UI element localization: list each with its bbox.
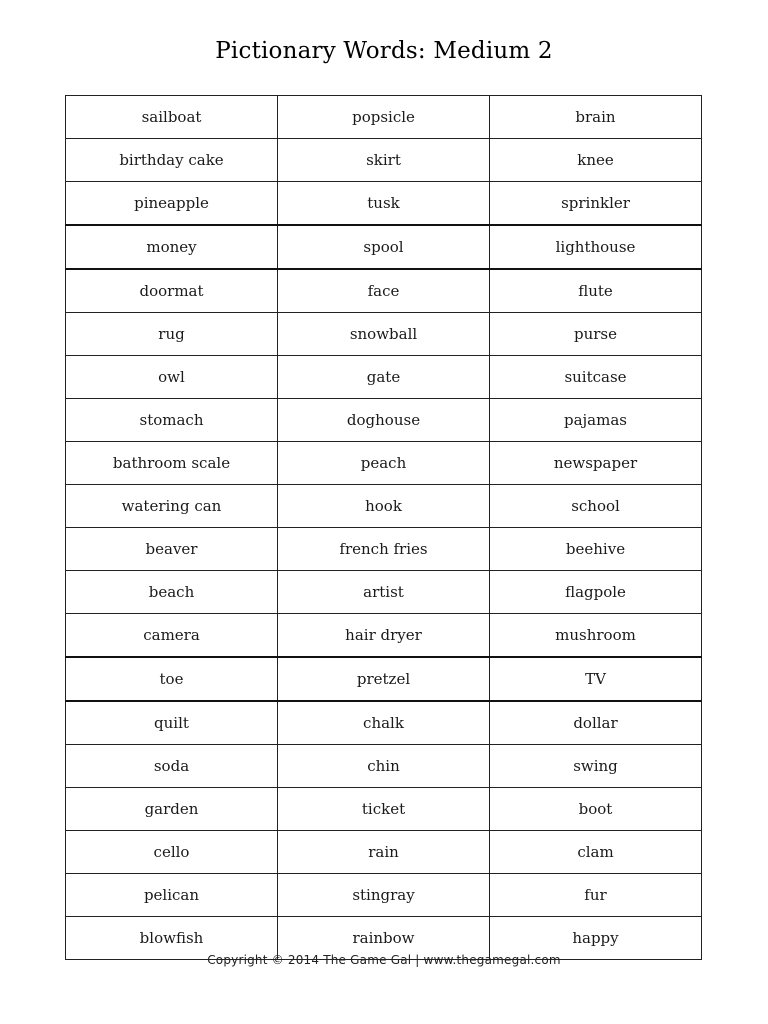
word-cell: clam: [490, 831, 702, 874]
word-cell: owl: [66, 356, 278, 399]
word-cell: artist: [278, 571, 490, 614]
table-row: [66, 182, 702, 226]
word-cell: rainbow: [278, 917, 490, 960]
page-title: Pictionary Words: Medium 2: [215, 38, 553, 64]
word-cell: knee: [490, 139, 702, 182]
word-cell: stomach: [66, 399, 278, 442]
table-row: [66, 571, 702, 614]
word-cell: fur: [490, 874, 702, 917]
table-row: [66, 399, 702, 442]
word-cell: peach: [278, 442, 490, 485]
word-cell: lighthouse: [490, 225, 702, 269]
word-cell: boot: [490, 788, 702, 831]
table-row: [66, 269, 702, 313]
word-cell: mushroom: [490, 614, 702, 658]
word-cell: camera: [66, 614, 278, 658]
word-cell: toe: [66, 657, 278, 701]
word-cell: newspaper: [490, 442, 702, 485]
table-row: [66, 701, 702, 745]
word-cell: brain: [490, 96, 702, 139]
table-row: [66, 313, 702, 356]
word-cell: money: [66, 225, 278, 269]
word-cell: sailboat: [66, 96, 278, 139]
word-cell: sprinkler: [490, 182, 702, 226]
table-row: [66, 485, 702, 528]
word-cell: school: [490, 485, 702, 528]
word-cell: hook: [278, 485, 490, 528]
word-cell: chalk: [278, 701, 490, 745]
word-cell: spool: [278, 225, 490, 269]
word-cell: swing: [490, 745, 702, 788]
word-cell: beaver: [66, 528, 278, 571]
word-cell: soda: [66, 745, 278, 788]
word-cell: pretzel: [278, 657, 490, 701]
table-row: [66, 745, 702, 788]
word-cell: birthday cake: [66, 139, 278, 182]
word-table-body: [66, 96, 702, 960]
table-row: [66, 528, 702, 571]
word-cell: cello: [66, 831, 278, 874]
word-cell: french fries: [278, 528, 490, 571]
word-cell: flute: [490, 269, 702, 313]
table-row: [66, 96, 702, 139]
copyright-footer: Copyright © 2014 The Game Gal | www.thegamegal.com: [207, 953, 561, 967]
word-cell: skirt: [278, 139, 490, 182]
word-cell: rug: [66, 313, 278, 356]
word-cell: gate: [278, 356, 490, 399]
table-row: [66, 225, 702, 269]
word-cell: snowball: [278, 313, 490, 356]
word-cell: TV: [490, 657, 702, 701]
table-row: [66, 356, 702, 399]
word-cell: suitcase: [490, 356, 702, 399]
word-cell: chin: [278, 745, 490, 788]
word-cell: happy: [490, 917, 702, 960]
word-cell: doormat: [66, 269, 278, 313]
table-row: [66, 657, 702, 701]
table-row: [66, 831, 702, 874]
word-table: [65, 95, 702, 960]
table-row: [66, 614, 702, 658]
word-cell: garden: [66, 788, 278, 831]
word-cell: doghouse: [278, 399, 490, 442]
table-row: [66, 442, 702, 485]
word-cell: tusk: [278, 182, 490, 226]
table-row: [66, 139, 702, 182]
word-cell: pajamas: [490, 399, 702, 442]
word-cell: blowfish: [66, 917, 278, 960]
word-cell: pelican: [66, 874, 278, 917]
word-cell: beach: [66, 571, 278, 614]
word-cell: ticket: [278, 788, 490, 831]
table-row: [66, 874, 702, 917]
word-cell: purse: [490, 313, 702, 356]
word-cell: dollar: [490, 701, 702, 745]
word-cell: beehive: [490, 528, 702, 571]
table-row: [66, 788, 702, 831]
word-cell: flagpole: [490, 571, 702, 614]
word-cell: popsicle: [278, 96, 490, 139]
word-cell: rain: [278, 831, 490, 874]
word-cell: pineapple: [66, 182, 278, 226]
word-cell: hair dryer: [278, 614, 490, 658]
word-cell: watering can: [66, 485, 278, 528]
word-cell: face: [278, 269, 490, 313]
word-cell: quilt: [66, 701, 278, 745]
word-cell: stingray: [278, 874, 490, 917]
word-cell: bathroom scale: [66, 442, 278, 485]
